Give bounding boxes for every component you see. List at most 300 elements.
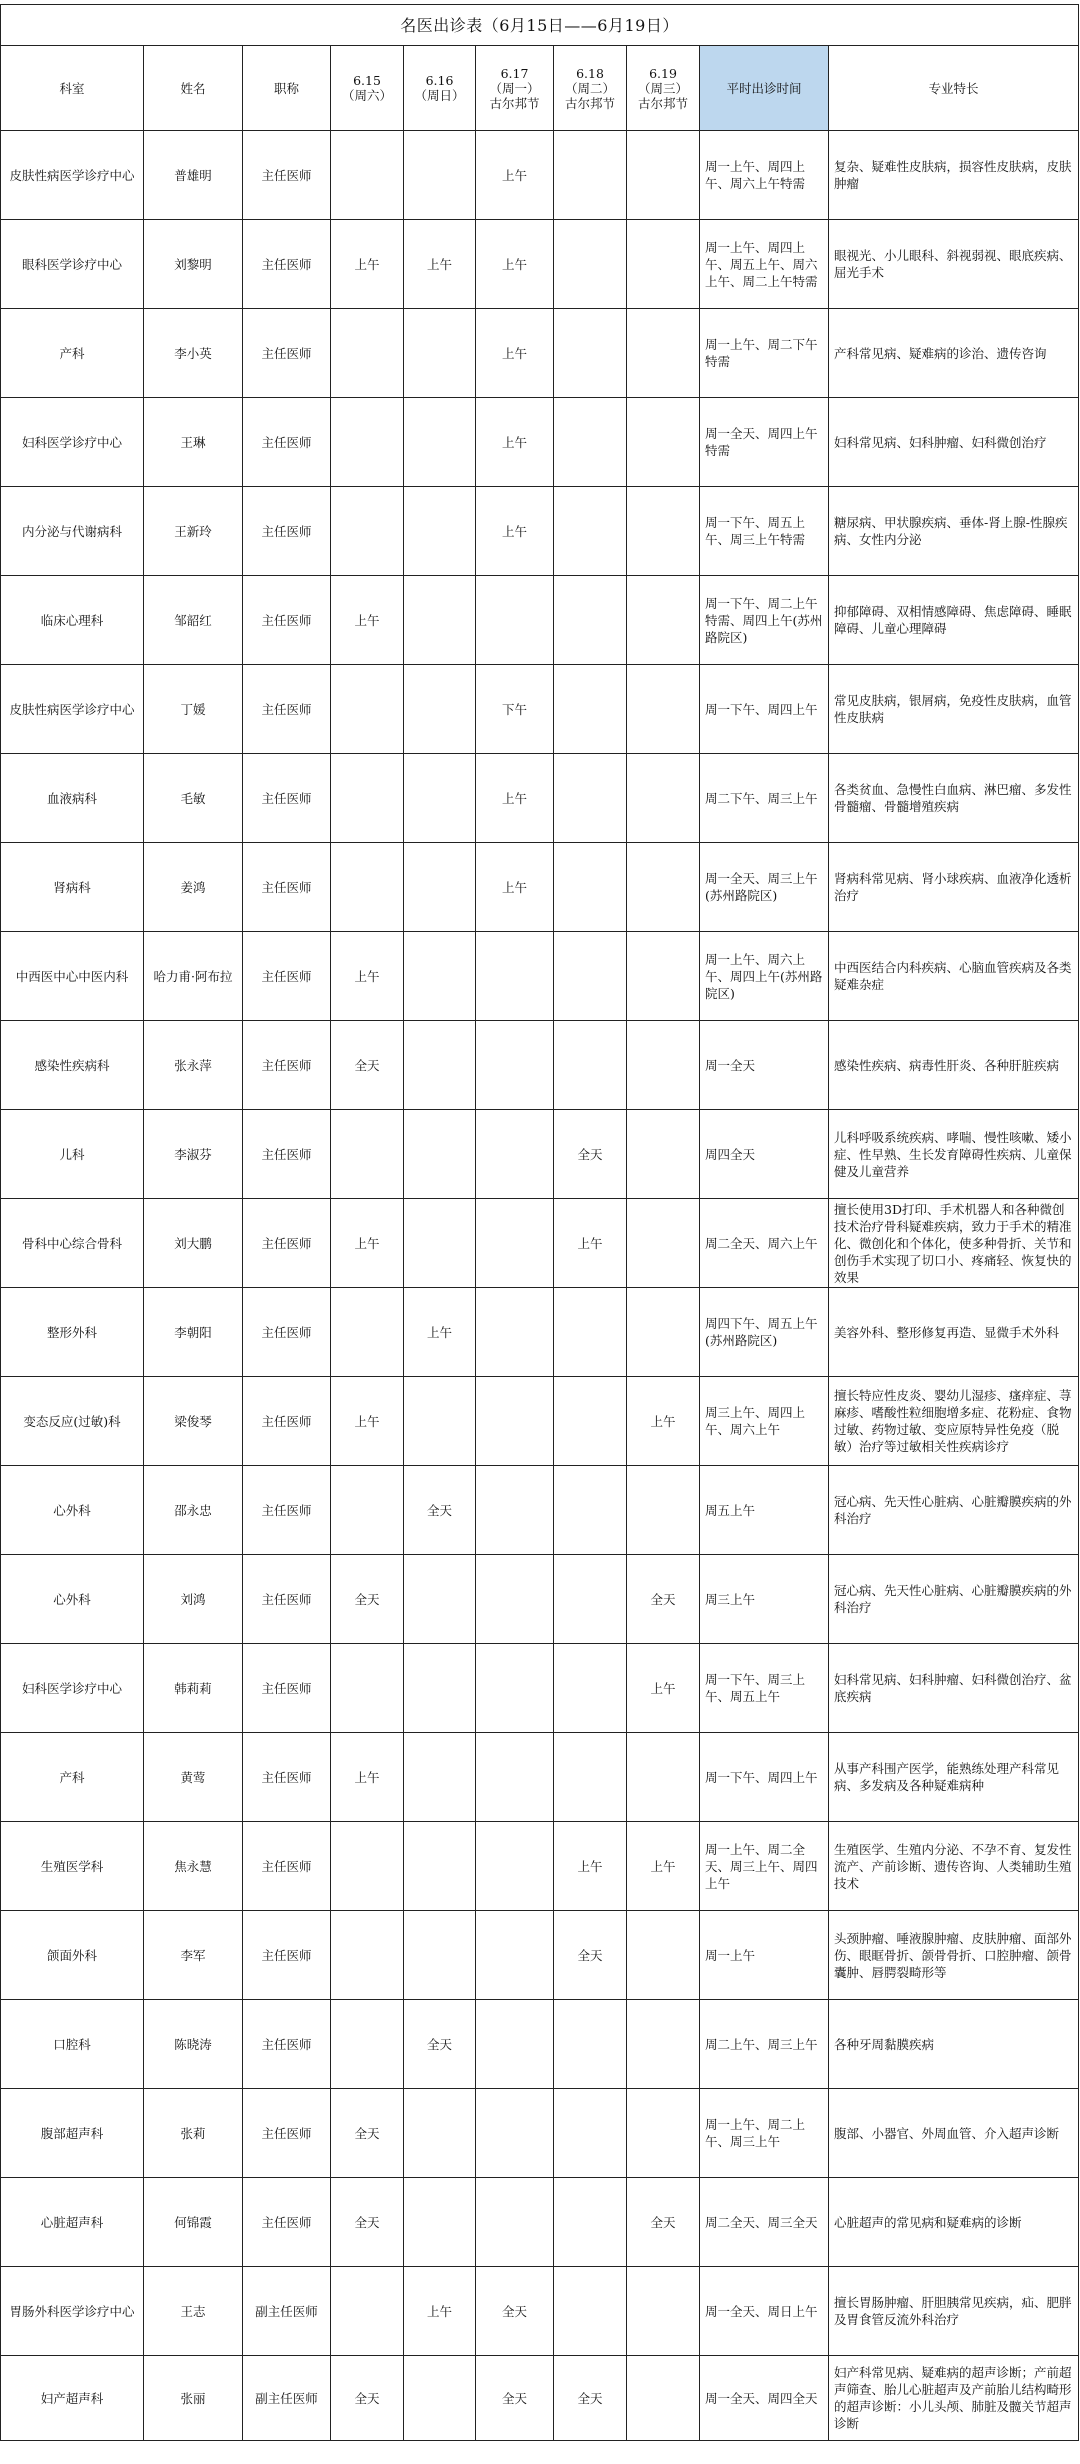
usual-hours-cell: 周二下午、周三上午 bbox=[700, 754, 829, 843]
day-0616-cell bbox=[404, 1110, 476, 1199]
day-0616-cell: 上午 bbox=[404, 220, 476, 309]
specialty-cell: 从事产科围产医学，能熟练处理产科常见病、多发病及各种疑难病种 bbox=[829, 1733, 1079, 1822]
name-cell: 姜鸿 bbox=[144, 843, 243, 932]
name-cell: 王志 bbox=[144, 2267, 243, 2356]
name-cell: 张莉 bbox=[144, 2089, 243, 2178]
name-cell: 李军 bbox=[144, 1911, 243, 2000]
day-0615-cell bbox=[331, 754, 404, 843]
specialty-cell: 妇科常见病、妇科肿瘤、妇科微创治疗、盆底疾病 bbox=[829, 1644, 1079, 1733]
table-row bbox=[1, 2089, 1079, 2178]
title-cell: 主任医师 bbox=[243, 932, 331, 1021]
day-0616-cell: 全天 bbox=[404, 1466, 476, 1555]
usual-hours-cell: 周一上午、周二上午、周三上午 bbox=[700, 2089, 829, 2178]
day-0618-cell: 全天 bbox=[554, 2356, 627, 2441]
table-row bbox=[1, 487, 1079, 576]
dept-cell: 妇科医学诊疗中心 bbox=[1, 1644, 144, 1733]
title-cell: 副主任医师 bbox=[243, 2267, 331, 2356]
specialty-cell: 生殖医学、生殖内分泌、不孕不育、复发性流产、产前诊断、遗传咨询、人类辅助生殖技术 bbox=[829, 1822, 1079, 1911]
day-0616-cell bbox=[404, 754, 476, 843]
specialty-cell: 头颈肿瘤、唾液腺肿瘤、皮肤肿瘤、面部外伤、眼眶骨折、颌骨骨折、口腔肿瘤、颌骨囊肿、唇腭裂畸形等 bbox=[829, 1911, 1079, 2000]
day-0617-cell: 上午 bbox=[476, 487, 554, 576]
day-0615-cell bbox=[331, 1911, 404, 2000]
usual-hours-cell: 周一上午、周四上午、周五上午、周六上午、周二上午特需 bbox=[700, 220, 829, 309]
name-cell: 王琳 bbox=[144, 398, 243, 487]
day-0618-cell bbox=[554, 309, 627, 398]
dept-cell: 感染性疾病科 bbox=[1, 1021, 144, 1110]
specialty-cell: 中西医结合内科疾病、心脑血管疾病及各类疑难杂症 bbox=[829, 932, 1079, 1021]
day-0616-cell bbox=[404, 1199, 476, 1288]
day-0617-cell bbox=[476, 576, 554, 665]
day-0616-cell bbox=[404, 843, 476, 932]
day-0619-cell bbox=[627, 932, 700, 1021]
dept-cell: 整形外科 bbox=[1, 1288, 144, 1377]
day-0615-cell bbox=[331, 1822, 404, 1911]
day-0615-cell: 全天 bbox=[331, 1555, 404, 1644]
specialty-cell: 擅长使用3D打印、手术机器人和各种微创技术治疗骨科疑难疾病，致力于手术的精准化、微创化和个体化，使多种骨折、关节和创伤手术实现了切口小、疼痛轻、恢复快的效果 bbox=[829, 1199, 1079, 1288]
title-cell: 主任医师 bbox=[243, 1199, 331, 1288]
name-cell: 梁俊琴 bbox=[144, 1377, 243, 1466]
title-cell: 主任医师 bbox=[243, 1733, 331, 1822]
day-0619-cell bbox=[627, 2089, 700, 2178]
name-cell: 黄莺 bbox=[144, 1733, 243, 1822]
usual-hours-cell: 周一下午、周三上午、周五上午 bbox=[700, 1644, 829, 1733]
day-0615-cell bbox=[331, 487, 404, 576]
name-cell: 刘黎明 bbox=[144, 220, 243, 309]
day-0615-cell bbox=[331, 131, 404, 220]
usual-hours-cell: 周三上午、周四上午、周六上午 bbox=[700, 1377, 829, 1466]
name-cell: 李朝阳 bbox=[144, 1288, 243, 1377]
specialty-cell: 美容外科、整形修复再造、显微手术外科 bbox=[829, 1288, 1079, 1377]
day-0618-cell bbox=[554, 131, 627, 220]
usual-hours-cell: 周四全天 bbox=[700, 1110, 829, 1199]
day-0619-cell bbox=[627, 1288, 700, 1377]
table-row bbox=[1, 1199, 1079, 1288]
day-0615-cell: 全天 bbox=[331, 1021, 404, 1110]
day-0615-cell: 上午 bbox=[331, 1733, 404, 1822]
day-0617-cell: 全天 bbox=[476, 2356, 554, 2441]
day-0619-cell bbox=[627, 1021, 700, 1110]
name-cell: 丁媛 bbox=[144, 665, 243, 754]
day-0617-cell: 上午 bbox=[476, 220, 554, 309]
usual-hours-cell: 周一全天、周四全天 bbox=[700, 2356, 829, 2441]
title-cell: 主任医师 bbox=[243, 1110, 331, 1199]
dept-cell: 产科 bbox=[1, 309, 144, 398]
usual-hours-cell: 周一全天 bbox=[700, 1021, 829, 1110]
day-0617-cell: 上午 bbox=[476, 309, 554, 398]
day-0617-cell bbox=[476, 1822, 554, 1911]
specialty-cell: 妇科常见病、妇科肿瘤、妇科微创治疗 bbox=[829, 398, 1079, 487]
day-0617-cell bbox=[476, 2089, 554, 2178]
day-0618-cell bbox=[554, 932, 627, 1021]
day-0617-cell bbox=[476, 1377, 554, 1466]
usual-hours-cell: 周一下午、周五上午、周三上午特需 bbox=[700, 487, 829, 576]
day-0616-cell bbox=[404, 1644, 476, 1733]
dept-cell: 中西医中心中医内科 bbox=[1, 932, 144, 1021]
day-0615-cell bbox=[331, 309, 404, 398]
day-0618-cell bbox=[554, 398, 627, 487]
day-0615-cell bbox=[331, 843, 404, 932]
dept-cell: 生殖医学科 bbox=[1, 1822, 144, 1911]
table-row bbox=[1, 665, 1079, 754]
day-0619-cell: 全天 bbox=[627, 2178, 700, 2267]
day-0619-cell bbox=[627, 1733, 700, 1822]
table-row bbox=[1, 576, 1079, 665]
table-row bbox=[1, 1733, 1079, 1822]
specialty-cell: 各类贫血、急慢性白血病、淋巴瘤、多发性骨髓瘤、骨髓增殖疾病 bbox=[829, 754, 1079, 843]
header-dept: 科室 bbox=[1, 46, 144, 131]
day-0619-cell: 上午 bbox=[627, 1644, 700, 1733]
dept-cell: 皮肤性病医学诊疗中心 bbox=[1, 665, 144, 754]
table-row bbox=[1, 2178, 1079, 2267]
doctor-schedule-table bbox=[0, 4, 1079, 2441]
day-0615-cell bbox=[331, 1466, 404, 1555]
specialty-cell: 糖尿病、甲状腺疾病、垂体-肾上腺-性腺疾病、女性内分泌 bbox=[829, 487, 1079, 576]
table-row bbox=[1, 1555, 1079, 1644]
specialty-cell: 各种牙周黏膜疾病 bbox=[829, 2000, 1079, 2089]
day-0617-cell bbox=[476, 932, 554, 1021]
dept-cell: 临床心理科 bbox=[1, 576, 144, 665]
day-0616-cell: 上午 bbox=[404, 1288, 476, 1377]
day-0617-cell bbox=[476, 1199, 554, 1288]
header-usual-hours: 平时出诊时间 bbox=[700, 46, 829, 131]
usual-hours-cell: 周一全天、周三上午(苏州路院区) bbox=[700, 843, 829, 932]
specialty-cell: 儿科呼吸系统疾病、哮喘、慢性咳嗽、矮小症、性早熟、生长发育障碍性疾病、儿童保健及儿童营养 bbox=[829, 1110, 1079, 1199]
day-0618-cell bbox=[554, 2178, 627, 2267]
usual-hours-cell: 周一上午、周四上午、周六上午特需 bbox=[700, 131, 829, 220]
title-row bbox=[1, 5, 1079, 46]
day-0617-cell bbox=[476, 1021, 554, 1110]
table-row bbox=[1, 932, 1079, 1021]
specialty-cell: 肾病科常见病、肾小球疾病、血液净化透析治疗 bbox=[829, 843, 1079, 932]
day-0617-cell bbox=[476, 1911, 554, 2000]
usual-hours-cell: 周二全天、周六上午 bbox=[700, 1199, 829, 1288]
day-0619-cell bbox=[627, 576, 700, 665]
name-cell: 刘鸿 bbox=[144, 1555, 243, 1644]
day-0618-cell bbox=[554, 1021, 627, 1110]
table-row bbox=[1, 2000, 1079, 2089]
specialty-cell: 擅长胃肠肿瘤、肝胆胰常见疾病，疝、肥胖及胃食管反流外科治疗 bbox=[829, 2267, 1079, 2356]
day-0618-cell bbox=[554, 843, 627, 932]
day-0618-cell bbox=[554, 2267, 627, 2356]
table-row bbox=[1, 1110, 1079, 1199]
usual-hours-cell: 周一上午、周二全天、周三上午、周四上午 bbox=[700, 1822, 829, 1911]
day-0615-cell: 上午 bbox=[331, 1377, 404, 1466]
day-0615-cell bbox=[331, 2000, 404, 2089]
day-0618-cell bbox=[554, 220, 627, 309]
title-cell: 副主任医师 bbox=[243, 2356, 331, 2441]
day-0616-cell: 全天 bbox=[404, 2000, 476, 2089]
dept-cell: 妇产超声科 bbox=[1, 2356, 144, 2441]
header-row bbox=[1, 46, 1079, 131]
usual-hours-cell: 周一上午、周二下午特需 bbox=[700, 309, 829, 398]
day-0619-cell: 上午 bbox=[627, 1822, 700, 1911]
specialty-cell: 抑郁障碍、双相情感障碍、焦虑障碍、睡眠障碍、儿童心理障碍 bbox=[829, 576, 1079, 665]
day-0618-cell: 全天 bbox=[554, 1911, 627, 2000]
title-cell: 主任医师 bbox=[243, 2089, 331, 2178]
day-0619-cell bbox=[627, 131, 700, 220]
specialty-cell: 感染性疾病、病毒性肝炎、各种肝脏疾病 bbox=[829, 1021, 1079, 1110]
usual-hours-cell: 周二上午、周三上午 bbox=[700, 2000, 829, 2089]
title-cell: 主任医师 bbox=[243, 665, 331, 754]
day-0619-cell bbox=[627, 1466, 700, 1555]
day-0619-cell: 全天 bbox=[627, 1555, 700, 1644]
day-0616-cell bbox=[404, 309, 476, 398]
name-cell: 邹韶红 bbox=[144, 576, 243, 665]
specialty-cell: 复杂、疑难性皮肤病，损容性皮肤病，皮肤肿瘤 bbox=[829, 131, 1079, 220]
day-0619-cell bbox=[627, 309, 700, 398]
specialty-cell: 心脏超声的常见病和疑难病的诊断 bbox=[829, 2178, 1079, 2267]
day-0618-cell bbox=[554, 2000, 627, 2089]
day-0616-cell bbox=[404, 2089, 476, 2178]
title-cell: 主任医师 bbox=[243, 131, 331, 220]
day-0616-cell bbox=[404, 1911, 476, 2000]
day-0617-cell bbox=[476, 1555, 554, 1644]
usual-hours-cell: 周二全天、周三全天 bbox=[700, 2178, 829, 2267]
day-0618-cell: 上午 bbox=[554, 1822, 627, 1911]
table-row bbox=[1, 398, 1079, 487]
day-0616-cell bbox=[404, 1021, 476, 1110]
day-0616-cell bbox=[404, 398, 476, 487]
title-cell: 主任医师 bbox=[243, 2178, 331, 2267]
dept-cell: 骨科中心综合骨科 bbox=[1, 1199, 144, 1288]
day-0616-cell bbox=[404, 1822, 476, 1911]
day-0619-cell bbox=[627, 1911, 700, 2000]
day-0618-cell bbox=[554, 1377, 627, 1466]
header-name: 姓名 bbox=[144, 46, 243, 131]
name-cell: 李小英 bbox=[144, 309, 243, 398]
day-0615-cell: 上午 bbox=[331, 1199, 404, 1288]
dept-cell: 产科 bbox=[1, 1733, 144, 1822]
header-day-0617: 6.17 （周一） 古尔邦节 bbox=[476, 46, 554, 131]
day-0615-cell bbox=[331, 398, 404, 487]
dept-cell: 儿科 bbox=[1, 1110, 144, 1199]
name-cell: 张丽 bbox=[144, 2356, 243, 2441]
day-0619-cell bbox=[627, 2356, 700, 2441]
usual-hours-cell: 周一下午、周四上午 bbox=[700, 665, 829, 754]
day-0617-cell bbox=[476, 1644, 554, 1733]
day-0615-cell: 上午 bbox=[331, 932, 404, 1021]
title-cell: 主任医师 bbox=[243, 1555, 331, 1644]
table-row bbox=[1, 1644, 1079, 1733]
dept-cell: 肾病科 bbox=[1, 843, 144, 932]
table-row bbox=[1, 1822, 1079, 1911]
usual-hours-cell: 周四下午、周五上午(苏州路院区) bbox=[700, 1288, 829, 1377]
name-cell: 陈晓涛 bbox=[144, 2000, 243, 2089]
dept-cell: 腹部超声科 bbox=[1, 2089, 144, 2178]
specialty-cell: 妇产科常见病、疑难病的超声诊断；产前超声筛查、胎儿心脏超声及产前胎儿结构畸形的超声诊断：小儿头颅、肺脏及髋关节超声诊断 bbox=[829, 2356, 1079, 2441]
usual-hours-cell: 周一全天、周四上午特需 bbox=[700, 398, 829, 487]
table-row bbox=[1, 843, 1079, 932]
dept-cell: 心外科 bbox=[1, 1555, 144, 1644]
table-row bbox=[1, 309, 1079, 398]
table-row bbox=[1, 220, 1079, 309]
day-0615-cell: 上午 bbox=[331, 576, 404, 665]
day-0616-cell bbox=[404, 1377, 476, 1466]
usual-hours-cell: 周一下午、周四上午 bbox=[700, 1733, 829, 1822]
day-0617-cell bbox=[476, 2178, 554, 2267]
title-cell: 主任医师 bbox=[243, 398, 331, 487]
day-0618-cell bbox=[554, 2089, 627, 2178]
dept-cell: 皮肤性病医学诊疗中心 bbox=[1, 131, 144, 220]
day-0615-cell: 上午 bbox=[331, 220, 404, 309]
dept-cell: 颌面外科 bbox=[1, 1911, 144, 2000]
specialty-cell: 擅长特应性皮炎、婴幼儿湿疹、瘙痒症、荨麻疹、嗜酸性粒细胞增多症、花粉症、食物过敏、药物过敏、变应原特异性免疫（脱敏）治疗等过敏相关性疾病诊疗 bbox=[829, 1377, 1079, 1466]
title-cell: 主任医师 bbox=[243, 309, 331, 398]
day-0619-cell: 上午 bbox=[627, 1377, 700, 1466]
specialty-cell: 常见皮肤病，银屑病，免疫性皮肤病，血管性皮肤病 bbox=[829, 665, 1079, 754]
name-cell: 何锦霞 bbox=[144, 2178, 243, 2267]
name-cell: 张永萍 bbox=[144, 1021, 243, 1110]
day-0616-cell bbox=[404, 131, 476, 220]
day-0616-cell bbox=[404, 2178, 476, 2267]
day-0619-cell bbox=[627, 1199, 700, 1288]
dept-cell: 口腔科 bbox=[1, 2000, 144, 2089]
header-day-0615: 6.15 （周六） bbox=[331, 46, 404, 131]
day-0617-cell bbox=[476, 2000, 554, 2089]
dept-cell: 眼科医学诊疗中心 bbox=[1, 220, 144, 309]
name-cell: 刘大鹏 bbox=[144, 1199, 243, 1288]
name-cell: 邵永忠 bbox=[144, 1466, 243, 1555]
day-0616-cell bbox=[404, 576, 476, 665]
title-cell: 主任医师 bbox=[243, 843, 331, 932]
header-day-0618: 6.18 （周二） 古尔邦节 bbox=[554, 46, 627, 131]
day-0617-cell: 全天 bbox=[476, 2267, 554, 2356]
usual-hours-cell: 周一上午、周六上午、周四上午(苏州路院区) bbox=[700, 932, 829, 1021]
specialty-cell: 眼视光、小儿眼科、斜视弱视、眼底疾病、屈光手术 bbox=[829, 220, 1079, 309]
table-row bbox=[1, 1377, 1079, 1466]
day-0615-cell bbox=[331, 665, 404, 754]
title-cell: 主任医师 bbox=[243, 487, 331, 576]
day-0615-cell bbox=[331, 1644, 404, 1733]
day-0618-cell bbox=[554, 1733, 627, 1822]
day-0616-cell bbox=[404, 1733, 476, 1822]
title-cell: 主任医师 bbox=[243, 1911, 331, 2000]
title-cell: 主任医师 bbox=[243, 1377, 331, 1466]
day-0619-cell bbox=[627, 843, 700, 932]
page-title: 名医出诊表（6月15日——6月19日） bbox=[1, 5, 1079, 46]
name-cell: 哈力甫·阿布拉 bbox=[144, 932, 243, 1021]
day-0618-cell: 上午 bbox=[554, 1199, 627, 1288]
dept-cell: 变态反应(过敏)科 bbox=[1, 1377, 144, 1466]
day-0619-cell bbox=[627, 665, 700, 754]
title-cell: 主任医师 bbox=[243, 1466, 331, 1555]
day-0619-cell bbox=[627, 754, 700, 843]
day-0617-cell: 上午 bbox=[476, 843, 554, 932]
dept-cell: 妇科医学诊疗中心 bbox=[1, 398, 144, 487]
table-row bbox=[1, 1466, 1079, 1555]
day-0619-cell bbox=[627, 220, 700, 309]
header-title: 职称 bbox=[243, 46, 331, 131]
header-day-0619: 6.19 （周三） 古尔邦节 bbox=[627, 46, 700, 131]
specialty-cell: 产科常见病、疑难病的诊治、遗传咨询 bbox=[829, 309, 1079, 398]
day-0616-cell bbox=[404, 2356, 476, 2441]
table-row bbox=[1, 2267, 1079, 2356]
day-0615-cell bbox=[331, 1288, 404, 1377]
day-0618-cell bbox=[554, 1644, 627, 1733]
name-cell: 焦永慧 bbox=[144, 1822, 243, 1911]
table-row bbox=[1, 754, 1079, 843]
title-cell: 主任医师 bbox=[243, 576, 331, 665]
day-0618-cell bbox=[554, 754, 627, 843]
table-row bbox=[1, 1288, 1079, 1377]
header-specialty: 专业特长 bbox=[829, 46, 1079, 131]
day-0619-cell bbox=[627, 398, 700, 487]
name-cell: 王新玲 bbox=[144, 487, 243, 576]
header-day-0616: 6.16 （周日） bbox=[404, 46, 476, 131]
title-cell: 主任医师 bbox=[243, 1288, 331, 1377]
day-0617-cell bbox=[476, 1733, 554, 1822]
day-0619-cell bbox=[627, 487, 700, 576]
dept-cell: 心脏超声科 bbox=[1, 2178, 144, 2267]
day-0618-cell bbox=[554, 665, 627, 754]
usual-hours-cell: 周一上午 bbox=[700, 1911, 829, 2000]
usual-hours-cell: 周三上午 bbox=[700, 1555, 829, 1644]
title-cell: 主任医师 bbox=[243, 1644, 331, 1733]
day-0619-cell bbox=[627, 2000, 700, 2089]
day-0618-cell bbox=[554, 576, 627, 665]
specialty-cell: 冠心病、先天性心脏病、心脏瓣膜疾病的外科治疗 bbox=[829, 1555, 1079, 1644]
usual-hours-cell: 周五上午 bbox=[700, 1466, 829, 1555]
day-0615-cell: 全天 bbox=[331, 2178, 404, 2267]
title-cell: 主任医师 bbox=[243, 754, 331, 843]
day-0616-cell bbox=[404, 1555, 476, 1644]
name-cell: 李淑芬 bbox=[144, 1110, 243, 1199]
day-0616-cell bbox=[404, 487, 476, 576]
day-0615-cell: 全天 bbox=[331, 2089, 404, 2178]
usual-hours-cell: 周一下午、周二上午特需、周四上午(苏州路院区) bbox=[700, 576, 829, 665]
day-0617-cell: 上午 bbox=[476, 131, 554, 220]
day-0617-cell bbox=[476, 1288, 554, 1377]
day-0617-cell bbox=[476, 1110, 554, 1199]
day-0619-cell bbox=[627, 2267, 700, 2356]
dept-cell: 心外科 bbox=[1, 1466, 144, 1555]
name-cell: 毛敏 bbox=[144, 754, 243, 843]
day-0616-cell: 上午 bbox=[404, 2267, 476, 2356]
day-0618-cell bbox=[554, 1288, 627, 1377]
table-row bbox=[1, 1911, 1079, 2000]
name-cell: 韩莉莉 bbox=[144, 1644, 243, 1733]
dept-cell: 胃肠外科医学诊疗中心 bbox=[1, 2267, 144, 2356]
title-cell: 主任医师 bbox=[243, 1021, 331, 1110]
title-cell: 主任医师 bbox=[243, 220, 331, 309]
usual-hours-cell: 周一全天、周日上午 bbox=[700, 2267, 829, 2356]
day-0616-cell bbox=[404, 665, 476, 754]
day-0618-cell bbox=[554, 1466, 627, 1555]
dept-cell: 血液病科 bbox=[1, 754, 144, 843]
day-0616-cell bbox=[404, 932, 476, 1021]
day-0615-cell bbox=[331, 2267, 404, 2356]
day-0618-cell: 全天 bbox=[554, 1110, 627, 1199]
specialty-cell: 冠心病、先天性心脏病、心脏瓣膜疾病的外科治疗 bbox=[829, 1466, 1079, 1555]
title-cell: 主任医师 bbox=[243, 2000, 331, 2089]
day-0617-cell: 下午 bbox=[476, 665, 554, 754]
dept-cell: 内分泌与代谢病科 bbox=[1, 487, 144, 576]
day-0617-cell bbox=[476, 1466, 554, 1555]
name-cell: 普雄明 bbox=[144, 131, 243, 220]
specialty-cell: 腹部、小器官、外周血管、介入超声诊断 bbox=[829, 2089, 1079, 2178]
day-0617-cell: 上午 bbox=[476, 754, 554, 843]
day-0615-cell: 全天 bbox=[331, 2356, 404, 2441]
day-0619-cell bbox=[627, 1110, 700, 1199]
table-row bbox=[1, 1021, 1079, 1110]
day-0618-cell bbox=[554, 1555, 627, 1644]
table-row bbox=[1, 2356, 1079, 2441]
table-row bbox=[1, 131, 1079, 220]
day-0617-cell: 上午 bbox=[476, 398, 554, 487]
day-0615-cell bbox=[331, 1110, 404, 1199]
day-0618-cell bbox=[554, 487, 627, 576]
title-cell: 主任医师 bbox=[243, 1822, 331, 1911]
